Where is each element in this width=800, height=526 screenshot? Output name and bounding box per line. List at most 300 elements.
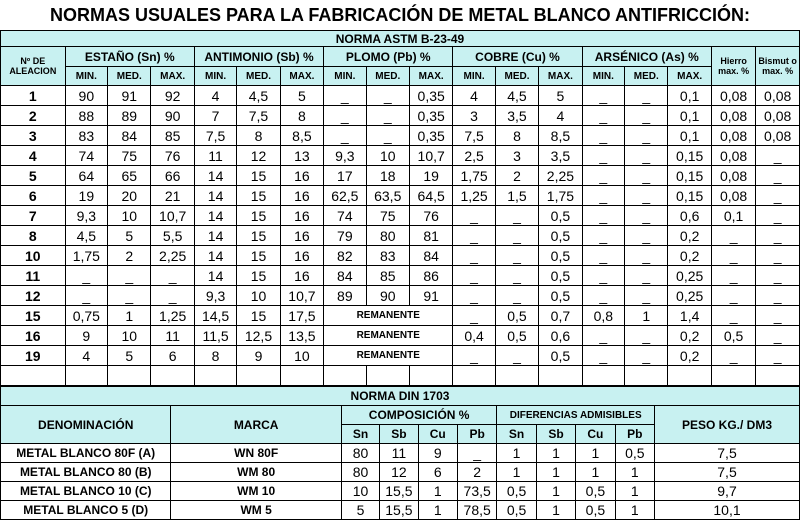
value-cell: 7,5	[194, 126, 236, 146]
col-aleacion: Nº DE ALEACION	[1, 47, 66, 86]
diferencia-cell: 1	[536, 501, 575, 520]
value-cell: _	[453, 306, 495, 326]
value-cell: 2,5	[453, 146, 495, 166]
value-cell: 17,5	[280, 306, 323, 326]
value-cell: 0,7	[539, 306, 582, 326]
col-bismuto: Bismut o max. %	[756, 47, 800, 86]
value-cell: 0,08	[711, 86, 755, 106]
denominacion-cell: METAL BLANCO 80F (A)	[1, 444, 171, 463]
table-row	[1, 106, 800, 126]
table-row	[1, 482, 800, 501]
value-cell: 0,1	[668, 126, 711, 146]
value-cell: 90	[151, 106, 194, 126]
element-header: Cu	[418, 425, 457, 444]
value-cell: _	[582, 126, 624, 146]
value-cell: _	[495, 226, 538, 246]
diferencia-cell: 1	[536, 482, 575, 501]
value-cell: 6	[151, 346, 194, 366]
value-cell: 0,5	[539, 266, 582, 286]
value-cell: 11	[194, 146, 236, 166]
subheader-cell: MED.	[495, 67, 538, 86]
empty-cell	[711, 366, 755, 386]
value-cell: 4	[194, 86, 236, 106]
value-cell: 0,15	[668, 186, 711, 206]
value-cell: 65	[108, 166, 151, 186]
value-cell: _	[582, 86, 624, 106]
value-cell: 0,5	[495, 326, 538, 346]
value-cell: 92	[151, 86, 194, 106]
value-cell: 10,7	[151, 206, 194, 226]
astm-table	[0, 30, 800, 386]
value-cell: 0,5	[539, 226, 582, 246]
composicion-cell: 5	[341, 501, 379, 520]
denominacion-cell: METAL BLANCO 5 (D)	[1, 501, 171, 520]
value-cell: _	[756, 166, 800, 186]
value-cell: 10,7	[280, 286, 323, 306]
diferencia-cell: 1	[536, 463, 575, 482]
value-cell: _	[625, 106, 668, 126]
element-header: Sb	[380, 425, 418, 444]
diferencia-cell: 0,5	[576, 501, 615, 520]
value-cell: 1,4	[668, 306, 711, 326]
value-cell: _	[151, 286, 194, 306]
group-plomo: PLOMO (Pb) %	[324, 47, 453, 67]
value-cell: _	[495, 246, 538, 266]
value-cell: _	[625, 346, 668, 366]
value-cell: 10	[366, 146, 409, 166]
value-cell: 3,5	[495, 106, 538, 126]
value-cell: 0,2	[668, 346, 711, 366]
value-cell: 83	[65, 126, 107, 146]
peso-cell: 7,5	[655, 463, 800, 482]
empty-cell	[756, 366, 800, 386]
value-cell: _	[625, 206, 668, 226]
composicion-cell: 10	[341, 482, 379, 501]
value-cell: 89	[108, 106, 151, 126]
value-cell: 0,15	[668, 166, 711, 186]
table-row	[1, 186, 800, 206]
value-cell: 10,7	[409, 146, 452, 166]
value-cell: 0,6	[539, 326, 582, 346]
value-cell: 10	[108, 326, 151, 346]
diferencia-cell: 0,5	[615, 444, 654, 463]
value-cell: 14,5	[194, 306, 236, 326]
value-cell: _	[711, 226, 755, 246]
value-cell: _	[756, 246, 800, 266]
value-cell: _	[625, 286, 668, 306]
value-cell: _	[756, 226, 800, 246]
value-cell: 8	[194, 346, 236, 366]
element-header: Sn	[341, 425, 379, 444]
table-row	[1, 346, 800, 366]
value-cell: 0,35	[409, 106, 452, 126]
denominacion-cell: METAL BLANCO 80 (B)	[1, 463, 171, 482]
diferencia-cell: 1	[576, 463, 615, 482]
diferencia-cell: 0,5	[497, 482, 536, 501]
empty-cell	[668, 366, 711, 386]
subheader-cell: MAX.	[409, 67, 452, 86]
value-cell: 3	[495, 146, 538, 166]
value-cell: 0,5	[539, 286, 582, 306]
col-peso: PESO KG./ DM3	[655, 406, 800, 444]
composicion-cell: 80	[341, 463, 379, 482]
value-cell: _	[108, 286, 151, 306]
value-cell: 14	[194, 266, 236, 286]
composicion-cell: 11	[380, 444, 418, 463]
value-cell: 0,15	[668, 146, 711, 166]
composicion-cell: 6	[418, 463, 457, 482]
value-cell: 74	[65, 146, 107, 166]
value-cell: 0,5	[539, 346, 582, 366]
value-cell: _	[582, 166, 624, 186]
value-cell: 64	[65, 166, 107, 186]
value-cell: 3	[453, 106, 495, 126]
value-cell: _	[324, 86, 366, 106]
empty-cell	[280, 366, 323, 386]
value-cell: 0,08	[756, 86, 800, 106]
alloy-number: 7	[1, 206, 66, 226]
value-cell: _	[711, 266, 755, 286]
alloy-number: 19	[1, 346, 66, 366]
value-cell: _	[366, 86, 409, 106]
value-cell: 81	[409, 226, 452, 246]
value-cell: _	[625, 226, 668, 246]
table-row	[1, 126, 800, 146]
value-cell: 0,4	[453, 326, 495, 346]
diferencia-cell: 1	[497, 444, 536, 463]
alloy-number: 3	[1, 126, 66, 146]
subheader-cell: MED.	[108, 67, 151, 86]
value-cell: _	[625, 166, 668, 186]
value-cell: 85	[151, 126, 194, 146]
alloy-number: 11	[1, 266, 66, 286]
table-row	[1, 501, 800, 520]
value-cell: _	[582, 246, 624, 266]
value-cell: _	[582, 186, 624, 206]
value-cell: _	[453, 246, 495, 266]
value-cell: 15	[237, 266, 280, 286]
value-cell: 0,25	[668, 266, 711, 286]
table-row	[1, 246, 800, 266]
value-cell: _	[65, 286, 107, 306]
col-marca: MARCA	[171, 406, 341, 444]
value-cell: _	[151, 266, 194, 286]
empty-cell	[1, 366, 66, 386]
value-cell: 11,5	[194, 326, 236, 346]
value-cell: 85	[366, 266, 409, 286]
value-cell: 5	[539, 86, 582, 106]
group-antimonio: ANTIMONIO (Sb) %	[194, 47, 323, 67]
remanente-cell: REMANENTE	[324, 346, 453, 366]
table-row	[1, 326, 800, 346]
value-cell: 13	[280, 146, 323, 166]
col-diferencias: DIFERENCIAS ADMISIBLES	[497, 406, 655, 425]
value-cell: 10	[108, 206, 151, 226]
value-cell: 75	[366, 206, 409, 226]
value-cell: 0,25	[668, 286, 711, 306]
alloy-number: 4	[1, 146, 66, 166]
value-cell: 0,2	[668, 226, 711, 246]
value-cell: 16	[280, 246, 323, 266]
value-cell: _	[495, 206, 538, 226]
diferencia-cell: 1	[497, 463, 536, 482]
value-cell: 16	[280, 166, 323, 186]
value-cell: 0,1	[668, 86, 711, 106]
value-cell: _	[625, 146, 668, 166]
value-cell: _	[453, 346, 495, 366]
value-cell: 4,5	[495, 86, 538, 106]
value-cell: _	[711, 246, 755, 266]
value-cell: 0,35	[409, 126, 452, 146]
value-cell: _	[756, 346, 800, 366]
value-cell: _	[366, 106, 409, 126]
value-cell: 5,5	[151, 226, 194, 246]
value-cell: 21	[151, 186, 194, 206]
subheader-cell: MAX.	[280, 67, 323, 86]
value-cell: 1,25	[453, 186, 495, 206]
diferencia-cell: 1	[576, 444, 615, 463]
din-table	[0, 386, 800, 520]
remanente-cell: REMANENTE	[324, 326, 453, 346]
value-cell: 19	[409, 166, 452, 186]
value-cell: 79	[324, 226, 366, 246]
value-cell: 9,3	[194, 286, 236, 306]
value-cell: 91	[108, 86, 151, 106]
value-cell: 16	[280, 186, 323, 206]
table-row	[1, 306, 800, 326]
value-cell: 13,5	[280, 326, 323, 346]
empty-cell	[65, 366, 107, 386]
value-cell: 0,08	[756, 126, 800, 146]
diferencia-cell: 1	[536, 444, 575, 463]
alloy-number: 2	[1, 106, 66, 126]
value-cell: 0,1	[668, 106, 711, 126]
empty-cell	[453, 366, 495, 386]
value-cell: _	[756, 206, 800, 226]
value-cell: 4	[65, 346, 107, 366]
table-row	[1, 444, 800, 463]
value-cell: _	[756, 146, 800, 166]
subheader-cell: MAX.	[668, 67, 711, 86]
composicion-cell: 73,5	[457, 482, 496, 501]
value-cell: _	[65, 266, 107, 286]
subheader-cell: MED.	[237, 67, 280, 86]
value-cell: _	[756, 186, 800, 206]
value-cell: _	[711, 286, 755, 306]
alloy-number: 10	[1, 246, 66, 266]
col-composicion: COMPOSICIÓN %	[341, 406, 497, 425]
value-cell: 1,75	[539, 186, 582, 206]
value-cell: 7,5	[237, 106, 280, 126]
value-cell: _	[625, 326, 668, 346]
alloy-number: 12	[1, 286, 66, 306]
alloy-number: 6	[1, 186, 66, 206]
value-cell: 10	[280, 346, 323, 366]
value-cell: 17	[324, 166, 366, 186]
value-cell: 0,8	[582, 306, 624, 326]
value-cell: 0,6	[668, 206, 711, 226]
subheader-cell: MIN.	[194, 67, 236, 86]
value-cell: 86	[409, 266, 452, 286]
value-cell: _	[453, 206, 495, 226]
blank-row	[1, 366, 800, 386]
composicion-cell: 15,5	[380, 482, 418, 501]
value-cell: _	[756, 306, 800, 326]
value-cell: _	[582, 266, 624, 286]
value-cell: 18	[366, 166, 409, 186]
value-cell: 11	[151, 326, 194, 346]
subheader-cell: MED.	[625, 67, 668, 86]
value-cell: 19	[65, 186, 107, 206]
value-cell: 15	[237, 246, 280, 266]
value-cell: 83	[366, 246, 409, 266]
composicion-cell: 15,5	[380, 501, 418, 520]
value-cell: 9	[65, 326, 107, 346]
composicion-cell: 78,5	[457, 501, 496, 520]
empty-cell	[151, 366, 194, 386]
value-cell: 0,5	[711, 326, 755, 346]
value-cell: _	[582, 146, 624, 166]
subheader-cell: MAX.	[151, 67, 194, 86]
astm-norma-title: NORMA ASTM B-23-49	[1, 31, 800, 47]
value-cell: 16	[280, 206, 323, 226]
value-cell: _	[582, 346, 624, 366]
value-cell: 15	[237, 306, 280, 326]
value-cell: 0,08	[711, 106, 755, 126]
value-cell: 0,08	[756, 106, 800, 126]
empty-cell	[237, 366, 280, 386]
value-cell: _	[324, 106, 366, 126]
value-cell: 8	[495, 126, 538, 146]
group-estano: ESTAÑO (Sn) %	[65, 47, 194, 67]
element-header: Cu	[576, 425, 615, 444]
value-cell: 76	[151, 146, 194, 166]
value-cell: _	[495, 266, 538, 286]
value-cell: _	[453, 266, 495, 286]
value-cell: 80	[366, 226, 409, 246]
value-cell: 66	[151, 166, 194, 186]
value-cell: 9	[237, 346, 280, 366]
value-cell: 8	[280, 106, 323, 126]
value-cell: 0,5	[539, 246, 582, 266]
empty-cell	[409, 366, 452, 386]
marca-cell: WM 10	[171, 482, 341, 501]
value-cell: 91	[409, 286, 452, 306]
group-arsenico: ARSÉNICO (As) %	[582, 47, 711, 67]
value-cell: 15	[237, 186, 280, 206]
value-cell: _	[495, 286, 538, 306]
composicion-cell: 1	[418, 501, 457, 520]
table-row	[1, 266, 800, 286]
value-cell: 7	[194, 106, 236, 126]
value-cell: _	[582, 106, 624, 126]
value-cell: 1	[108, 306, 151, 326]
value-cell: _	[625, 126, 668, 146]
value-cell: 84	[409, 246, 452, 266]
value-cell: _	[582, 286, 624, 306]
value-cell: _	[108, 266, 151, 286]
value-cell: 0,08	[711, 126, 755, 146]
diferencia-cell: 0,5	[576, 482, 615, 501]
value-cell: 2,25	[151, 246, 194, 266]
empty-cell	[539, 366, 582, 386]
value-cell: 0,35	[409, 86, 452, 106]
value-cell: _	[582, 226, 624, 246]
value-cell: 14	[194, 206, 236, 226]
value-cell: _	[625, 186, 668, 206]
marca-cell: WN 80F	[171, 444, 341, 463]
table-row	[1, 86, 800, 106]
value-cell: 4	[539, 106, 582, 126]
value-cell: 84	[108, 126, 151, 146]
element-header: Sb	[536, 425, 575, 444]
alloy-number: 5	[1, 166, 66, 186]
value-cell: 1,75	[65, 246, 107, 266]
empty-cell	[625, 366, 668, 386]
peso-cell: 10,1	[655, 501, 800, 520]
composicion-cell: 1	[418, 482, 457, 501]
value-cell: 10	[237, 286, 280, 306]
value-cell: _	[582, 206, 624, 226]
value-cell: 90	[65, 86, 107, 106]
value-cell: 82	[324, 246, 366, 266]
value-cell: 12,5	[237, 326, 280, 346]
value-cell: 14	[194, 186, 236, 206]
alloy-number: 8	[1, 226, 66, 246]
remanente-cell: REMANENTE	[324, 306, 453, 326]
value-cell: 75	[108, 146, 151, 166]
subheader-cell: MED.	[366, 67, 409, 86]
subheader-cell: MIN.	[453, 67, 495, 86]
value-cell: 9,3	[65, 206, 107, 226]
table-row	[1, 226, 800, 246]
value-cell: _	[324, 126, 366, 146]
col-denominacion: DENOMINACIÓN	[1, 406, 171, 444]
group-cobre: COBRE (Cu) %	[453, 47, 582, 67]
value-cell: 2	[495, 166, 538, 186]
empty-cell	[495, 366, 538, 386]
value-cell: _	[711, 306, 755, 326]
value-cell: 4	[453, 86, 495, 106]
table-row	[1, 206, 800, 226]
value-cell: 8,5	[539, 126, 582, 146]
value-cell: 1,5	[495, 186, 538, 206]
value-cell: _	[366, 126, 409, 146]
value-cell: _	[453, 286, 495, 306]
value-cell: 4,5	[237, 86, 280, 106]
subheader-cell: MIN.	[65, 67, 107, 86]
value-cell: 9,3	[324, 146, 366, 166]
value-cell: 0,1	[711, 206, 755, 226]
value-cell: 20	[108, 186, 151, 206]
table-row	[1, 286, 800, 306]
value-cell: 15	[237, 226, 280, 246]
diferencia-cell: 1	[615, 482, 654, 501]
empty-cell	[194, 366, 236, 386]
composicion-cell: 80	[341, 444, 379, 463]
value-cell: 12	[237, 146, 280, 166]
peso-cell: 7,5	[655, 444, 800, 463]
value-cell: 1,25	[151, 306, 194, 326]
value-cell: _	[756, 286, 800, 306]
table-row	[1, 146, 800, 166]
diferencia-cell: 1	[615, 501, 654, 520]
value-cell: _	[625, 86, 668, 106]
din-norma-title: NORMA DIN 1703	[1, 387, 800, 406]
alloy-number: 1	[1, 86, 66, 106]
element-header: Pb	[615, 425, 654, 444]
value-cell: 76	[409, 206, 452, 226]
